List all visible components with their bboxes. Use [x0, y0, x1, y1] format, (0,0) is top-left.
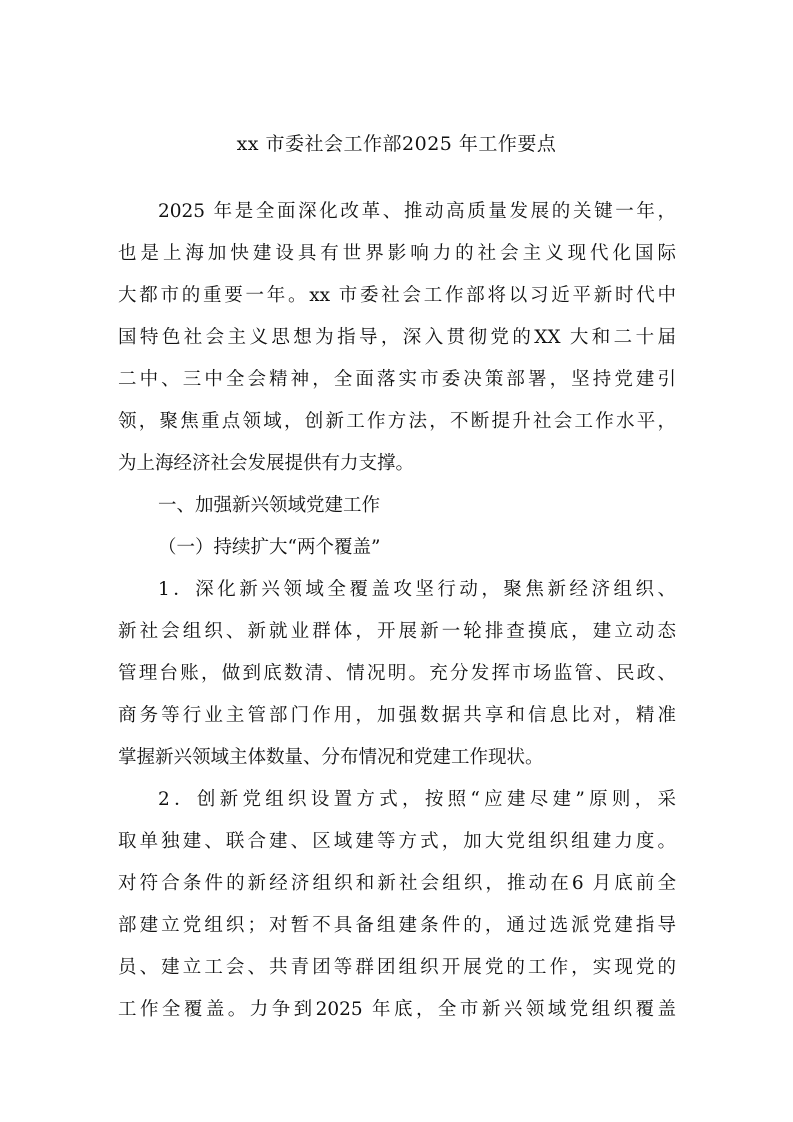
paragraph-line: 工作全覆盖。力争到2025 年底，全市新兴领域党组织覆盖	[118, 999, 676, 1020]
paragraph-line: 取单独建、联合建、区域建等方式，加大党组织组建力度。	[118, 831, 676, 852]
section-heading: 一、加强新兴领域党建工作	[158, 495, 381, 516]
paragraph-line: 为上海经济社会发展提供有力支撑。	[118, 453, 415, 474]
subsection-heading: （一）持续扩大“两个覆盖”	[158, 537, 381, 558]
paragraph-line: 大都市的重要一年。xx 市委社会工作部将以习近平新时代中	[118, 285, 676, 306]
paragraph-line: 商务等行业主管部门作用，加强数据共享和信息比对，精准	[118, 705, 676, 726]
paragraph-line: 对符合条件的新经济组织和新社会组织，推动在6 月底前全	[118, 873, 676, 894]
paragraph-line: 也是上海加快建设具有世界影响力的社会主义现代化国际	[118, 243, 676, 264]
paragraph-line: 掌握新兴领域主体数量、分布情况和党建工作现状。	[118, 747, 544, 768]
paragraph-line: 二中、三中全会精神，全面落实市委决策部署，坚持党建引	[118, 369, 676, 390]
paragraph-line: 员、建立工会、共青团等群团组织开展党的工作，实现党的	[118, 957, 676, 978]
paragraph-line: 1．深化新兴领域全覆盖攻坚行动，聚焦新经济组织、	[158, 579, 676, 600]
paragraph-line: 领，聚焦重点领域，创新工作方法，不断提升社会工作水平，	[118, 411, 676, 432]
paragraph-line: 管理台账，做到底数清、情况明。充分发挥市场监管、民政、	[118, 663, 676, 684]
document-body	[118, 191, 676, 1031]
paragraph-line: 2．创新党组织设置方式，按照“应建尽建”原则，采	[158, 789, 676, 810]
paragraph-line: 2025 年是全面深化改革、推动高质量发展的关键一年，	[158, 201, 676, 222]
paragraph-line: 新社会组织、新就业群体，开展新一轮排查摸底，建立动态	[118, 621, 676, 642]
paragraph-line: 部建立党组织；对暂不具备组建条件的，通过选派党建指导	[118, 915, 676, 936]
paragraph-line: 国特色社会主义思想为指导，深入贯彻党的XX 大和二十届	[118, 327, 676, 348]
document-title: xx 市委社会工作部2025 年工作要点	[236, 133, 557, 155]
